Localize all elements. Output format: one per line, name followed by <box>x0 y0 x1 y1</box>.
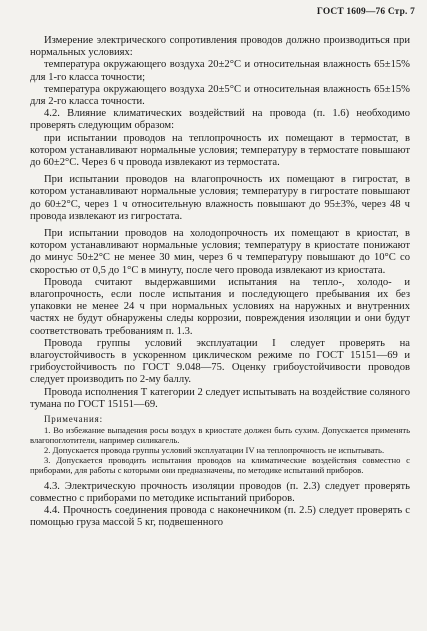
section-4-3-paragraph: 4.3. Электрическую прочность изоляции проводов (п. 2.3) следует проверять совместно с приборами по методике испытаний приборов. <box>30 480 410 504</box>
paragraph: Провода исполнения Т категории 2 следует испытывать на воздействие соляного тумана по ГОСТ 15151—69. <box>30 386 410 410</box>
paragraph: При испытании проводов на холодопрочность их помещают в криостат, в котором устанавливают нормальные условия; температуру в криостате понижают до минус 50±2°С не менее 30 мин, через 6 ч температуру повышают до 10°С со скоростью от 0,5 до 1°С в минуту, после чего провода извлекают из криостата. <box>30 228 410 276</box>
notes-title: Примечания: <box>44 414 103 425</box>
note-item: 1. Во избежание выпадения росы воздух в криостате должен быть сухим. Допускается применять влагопоглотители, например силикагель. <box>30 424 410 445</box>
paragraph: температура окружающего воздуха 20±2°С и относительная влажность 65±15% для 1-го класса точности; <box>30 59 410 83</box>
paragraph: Измерение электрического сопротивления проводов должно производиться при нормальных условиях: <box>30 35 410 59</box>
note-item: 2. Допускается провода группы условий эксплуатации IV на теплопрочность не испытывать. <box>44 444 385 455</box>
paragraph: Провода группы условий эксплуатации I следует проверять на влагоустойчивость в ускоренном циклическом режиме по ГОСТ 15151—69 и грибоустойчивость по ГОСТ 9.048—75. Оценку грибоустойчивости проводов следует производить по 2-му баллу. <box>30 337 410 386</box>
section-4-2-paragraph: 4.2. Влияние климатических воздействий на провода (п. 1.6) необходимо проверять следующим образом: <box>30 108 410 132</box>
note-item: 3. Допускается проводить испытания проводов на климатические воздействия совместно с приборами, для работы с которыми они предназначены, по методике испытаний приборов. <box>30 455 410 476</box>
paragraph: При испытании проводов на влагопрочность их помещают в гигростат, в котором устанавливают нормальные условия; температуру в гигростате повышают до 60±2°С, через 1 ч относительную влажность повышают до 95±3%, через 48 ч провода извлекают из гигростата. <box>30 174 410 222</box>
paragraph: при испытании проводов на теплопрочность их помещают в термостат, в котором устанавливают нормальные условия; температуру в термостате повышают до 60±2°С. Через 6 ч провода извлекают из термостата. <box>30 132 410 169</box>
document-body <box>30 35 410 529</box>
paragraph: температура окружающего воздуха 20±5°С и относительная влажность 65±15% для 2-го класса точности. <box>30 83 410 108</box>
paragraph: Провода считают выдержавшими испытания на тепло-, холодо- и влагопрочность, если после испытания и последующего пребывания их без упаковки не менее 24 ч при нормальных условиях на наружных и внутренних частях не будут обнаружены следы коррозии, повреждения изоляции и они будут соответствовать требованиям п. 1.3. <box>30 276 410 337</box>
page-header: ГОСТ 1609—76 Стр. 7 <box>316 7 415 17</box>
section-4-4-paragraph: 4.4. Прочность соединения провода с наконечником (п. 2.5) следует проверять с помощью груза массой 5 кг, подвешенного <box>30 504 410 529</box>
